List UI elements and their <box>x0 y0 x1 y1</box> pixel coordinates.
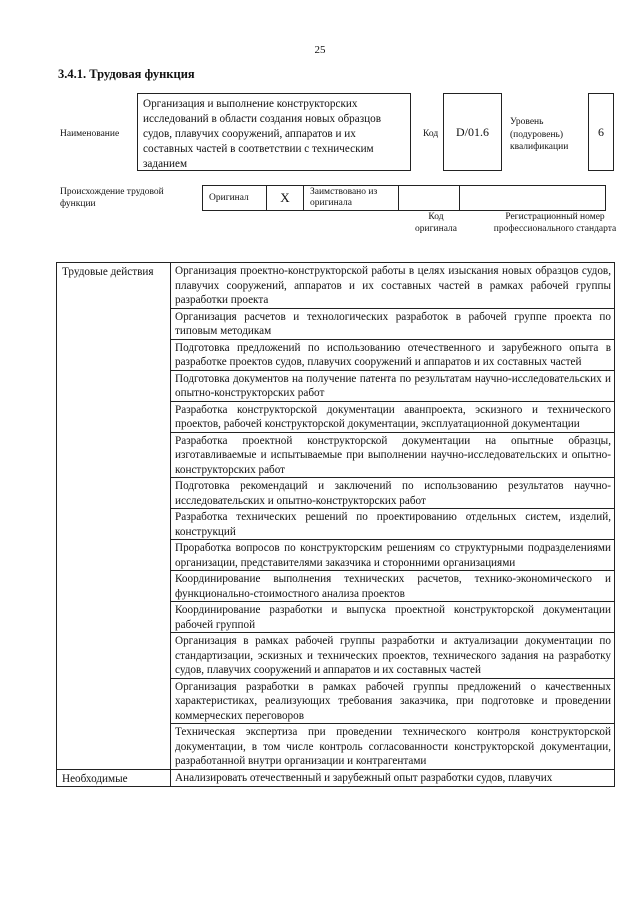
labor-action-item: Разработка технических решений по проектированию отдельных систем, изделий, конструкций <box>171 509 615 540</box>
original-cell: Оригинал <box>202 185 267 211</box>
labor-action-item: Техническая экспертиза при проведении технического контроля конструкторской документации, в том числе контроль согласованности конструкторской документации, разработанной внутри организации и контрагентами <box>171 724 615 770</box>
name-label: Наименование <box>60 129 120 139</box>
qualification-level-label: Уровень (подуровень) квалификации <box>510 117 569 152</box>
labor-action-item: Подготовка рекомендаций и заключений по использованию результатов научно-исследовательских и опытно-конструкторских работ <box>171 478 615 509</box>
labor-action-item: Организация проектно-конструкторской работы в целях изыскания новых образцов судов, плавучих сооружений, аппаратов и их составных частей в рамках рабочей группы разработки проекта <box>171 263 615 309</box>
function-name-box: Организация и выполнение конструкторских исследований в области создания новых образцов судов, плавучих сооружений, аппаратов и их составных частей в соответствии с техническим заданием <box>137 93 411 171</box>
labor-actions-table <box>56 262 615 787</box>
code-label: Код <box>423 129 439 139</box>
original-code-caption: Код оригинала <box>415 212 457 234</box>
labor-action-item: Разработка конструкторской документации аванпроекта, эскизного и технического проектов, рабочей конструкторской документации, эксплуатационной документации <box>171 401 615 432</box>
labor-action-item: Организация разработки в рамках рабочей группы предложений о качественных характеристиках, реализующих требования заказчика, при подготовке и проведении коммерческих переговоров <box>171 678 615 724</box>
labor-action-item: Разработка проектной конструкторской документации на опытные образцы, изготавливаемые и испытываемые при выполнении научно-исследовательских и опытно-конструкторских работ <box>171 432 615 478</box>
labor-action-item: Организация в рамках рабочей группы разработки и актуализации документации по стандартизации, эскизных и технических проектов, технического задания на разработку судов, плавучих сооружений и аппаратов и их составных частей <box>171 633 615 679</box>
page-number: 25 <box>314 44 326 56</box>
labor-action-item: Проработка вопросов по конструкторским решениям со структурными подразделениями организации, представителями заказчика и сторонними организациями <box>171 540 615 571</box>
labor-action-item: Координирование разработки и выпуска проектной конструкторской документации рабочей группой <box>171 602 615 633</box>
required-skills-row <box>57 769 615 787</box>
labor-actions-heading: Трудовые действия <box>57 263 171 770</box>
origin-row <box>203 185 606 211</box>
required-skill-item: Анализировать отечественный и зарубежный опыт разработки судов, плавучих <box>171 769 615 787</box>
labor-action-row <box>57 263 615 309</box>
registration-number-caption: Регистрационный номер профессионального стандарта <box>493 212 617 234</box>
qualification-level-box: 6 <box>588 93 614 171</box>
code-value-box: D/01.6 <box>443 93 502 171</box>
section-title: 3.4.1. Трудовая функция <box>58 67 195 81</box>
original-code-cell <box>398 185 460 211</box>
labor-action-item: Координирование выполнения технических расчетов, технико-экономического и функционально-стоимостного анализа проектов <box>171 571 615 602</box>
original-mark-cell: X <box>266 185 304 211</box>
labor-action-item: Подготовка документов на получение патента по результатам научно-исследовательских и опытно-конструкторских работ <box>171 370 615 401</box>
registration-number-cell <box>459 185 606 211</box>
labor-action-item: Организация расчетов и технологических разработок в рабочей группе проекта по типовым методикам <box>171 308 615 339</box>
origin-label: Происхождение трудовой функции <box>60 187 164 209</box>
labor-action-item: Подготовка предложений по использованию отечественного и зарубежного опыта в разработке проектов судов, плавучих сооружений и аппаратов и их составных частей <box>171 339 615 370</box>
borrowed-cell: Заимствовано из оригинала <box>303 185 399 211</box>
required-skills-heading: Необходимые <box>57 769 171 787</box>
